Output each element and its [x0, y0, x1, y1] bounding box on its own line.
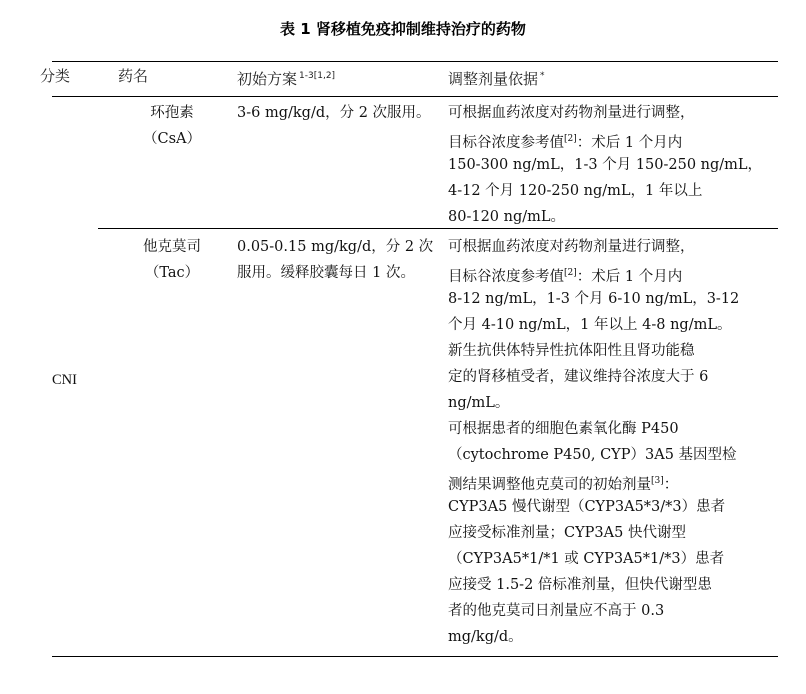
table-title: 表 1 肾移植免疫抑制维持治疗的药物	[280, 20, 526, 38]
header-initial: 初始方案 $^{1-3[1,2]}$	[237, 70, 336, 88]
row-divider	[98, 228, 778, 229]
header-category: 分类	[40, 67, 71, 85]
header-drug: 药名	[118, 67, 149, 85]
table-header-rule	[52, 96, 778, 97]
category-cni: CNI	[52, 372, 77, 388]
adjust-csa: 可根据血药浓度对药物剂量进行调整， 目标谷浓度参考值[2]：术后 1 个月内 150-300 ng/mL，1-3 个月 150-250 ng/mL， 4-12 个月 120-250 ng/mL，1 年以上 80-120 ng/mL。	[448, 105, 763, 225]
drug-csa: 环孢素 （CsA）	[142, 105, 201, 147]
table-top-rule	[52, 61, 778, 62]
adjust-tac: 可根据血药浓度对药物剂量进行调整， 目标谷浓度参考值[2]：术后 1 个月内 8-12 ng/mL，1-3 个月 6-10 ng/mL，3-12 个月 4-10 ng/mL，1 年以上 4-8 ng/mL。 新生抗供体特异性抗体阳性且肾功能稳 定的肾移植受者，建议维持谷浓度大于 6 ng/mL。 可根据患者的细胞色素氧化酶 P450 （cytochrome P450, CYP）3A5 基因型检 测结果调整他克莫司的初始剂量[3]： CYP3A5 慢代谢型（CYP3A5*3/*3）患者 应接受标准剂量；CYP3A5 快代谢型 （CYP3A5*1/*1 或 CYP3A5*1/*3）患者 应接受 1.5-2 倍标准剂量，但快代谢型患 者的他克莫司日剂量应不高于 0.3 mg/kg/d。	[448, 239, 740, 645]
table-bottom-rule	[52, 656, 778, 657]
initial-csa: 3-6 mg/kg/d，分 2 次服用。	[237, 105, 431, 121]
header-adjust: 调整剂量依据 *	[448, 70, 545, 88]
drug-tac: 他克莫司 （Tac）	[143, 239, 201, 281]
initial-tac: 0.05-0.15 mg/kg/d，分 2 次 服用。缓释胶囊每日 1 次。	[237, 239, 434, 281]
